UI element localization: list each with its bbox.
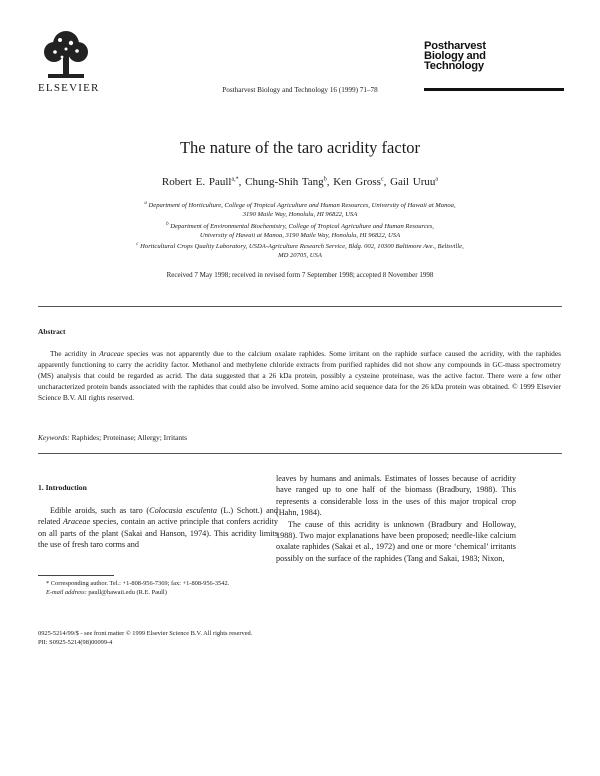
journal-logo [424, 41, 564, 71]
paragraph: The cause of this acridity is unknown (Bradbury and Holloway, 1988). Two major explanations have been proposed; needle-like calcium oxalate raphides (Sakai et al., 1972) and one or more ‘chemical’ irritants possibly on the surface of the raphides (Tang and Sakai, 1983; Nixon, [276, 519, 516, 563]
author-name: Ken Gross [333, 176, 381, 188]
copyright [38, 629, 438, 647]
journal-logo-line: Biology and [424, 50, 486, 62]
elsevier-tree-logo [40, 28, 92, 80]
paragraph: leaves by humans and animals. Estimates of losses because of acridity have ranged up to one half of the biomass (Bradbury, 1988). This represents a considerable loss in the uses of this major tropical crop (Hahn, 1984). [276, 474, 516, 518]
divider [38, 306, 562, 307]
author-sup: c [380, 176, 384, 183]
author-list: Robert E. Paull$^{a,*}$, Chung-Shih Tang$^b$, Ken Gross$^c$, Gail Uruu$^a$ [161, 176, 439, 188]
received-dates: Received 7 May 1998; received in revised form 7 September 1998; accepted 8 November 1998 [166, 271, 434, 279]
author-name: Gail Uruu [390, 176, 436, 188]
abstract-text: The acridity in Araceae species was not apparently due to the calcium oxalate raphides. Some irritant on the raphide surface caused the acridity, with the raphides apparently functioning to carry the acridity factor. Methanol and methylene chloride extracts from purified raphides did not show any compounds in GC-mass spectrometry (MS) analysis that could be regarded as acrid. The data suggested that a 26 kDa protein, possibly a cysteine proteinase, was the active factor. There were a few other uncharacterized protein bands associated with the raphides that could also be involved. Some amino acid sequence data for the 26 kDa protein was obtained. © 1999 Elsevier Science B.V. All rights reserved. [38, 349, 561, 402]
affiliation-a: $^a$ Department of Horticulture, College of Tropical Agriculture and Human Resources, University of Hawaii at Manoa, 3190 Maile Way, Honolulu, HI 96822, USA [144, 201, 456, 219]
copyright-line: 0925-5214/99/$ - see front matter © 1999 Elsevier Science B.V. All rights reserved. [38, 630, 253, 637]
section-heading: 1. Introduction [38, 483, 87, 492]
pii-line: PII: S0925-5214(98)00099-4 [38, 639, 113, 646]
footnote-rule [38, 575, 114, 576]
email-address: paull@hawaii.edu (R.E. Paull) [86, 588, 167, 596]
intro-left-column: Edible aroids, such as taro (Colocasia esculenta (L.) Schott.) and related Araceae species, contain an active principle that confers acridity on all parts of the plant (Sakai and Hanson, 1974). This acridity limits the use of fresh taro corms and [38, 506, 278, 550]
affiliation-b: $^b$ Department of Environmental Biochemistry, College of Tropical Agriculture and Human Resources, University of Hawaii at Manoa, 3190 Maile Way, Honolulu, HI 96822, USA [166, 222, 434, 240]
author-sup: a [435, 176, 439, 183]
divider [38, 453, 562, 454]
keywords-label: Keywords: [38, 433, 70, 442]
author-name: Robert E. Paull [161, 176, 232, 188]
keywords [38, 433, 561, 442]
abstract-heading: Abstract [38, 327, 66, 336]
intro-right-column [276, 473, 516, 564]
author-name: Chung-Shih Tang [245, 176, 324, 188]
affiliation-c: $^c$ Horticultural Crops Quality Laboratory, USDA-Agriculture Research Service, Bldg. 002, 10300 Baltimore Ave., Beltsville, MD 20705, USA [136, 242, 464, 260]
keywords-list: Raphides; Proteinase; Allergy; Irritants [69, 433, 188, 442]
article-title: The nature of the taro acridity factor [179, 138, 421, 157]
publisher-name: ELSEVIER [38, 82, 100, 94]
journal-logo-line: Postharvest [424, 40, 486, 52]
corresponding-author: * Corresponding author. Tel.: +1-808-956-7369; fax: +1-808-956-3542. [46, 580, 230, 587]
author-sup: b [323, 176, 327, 183]
journal-logo-line: Technology [424, 60, 484, 72]
footnote [38, 580, 278, 597]
journal-citation: Postharvest Biology and Technology 16 (1999) 71–78 [222, 86, 378, 94]
journal-logo-bar [424, 88, 564, 91]
email-label: E-mail address: [46, 588, 87, 596]
author-sup: a,* [231, 176, 239, 183]
